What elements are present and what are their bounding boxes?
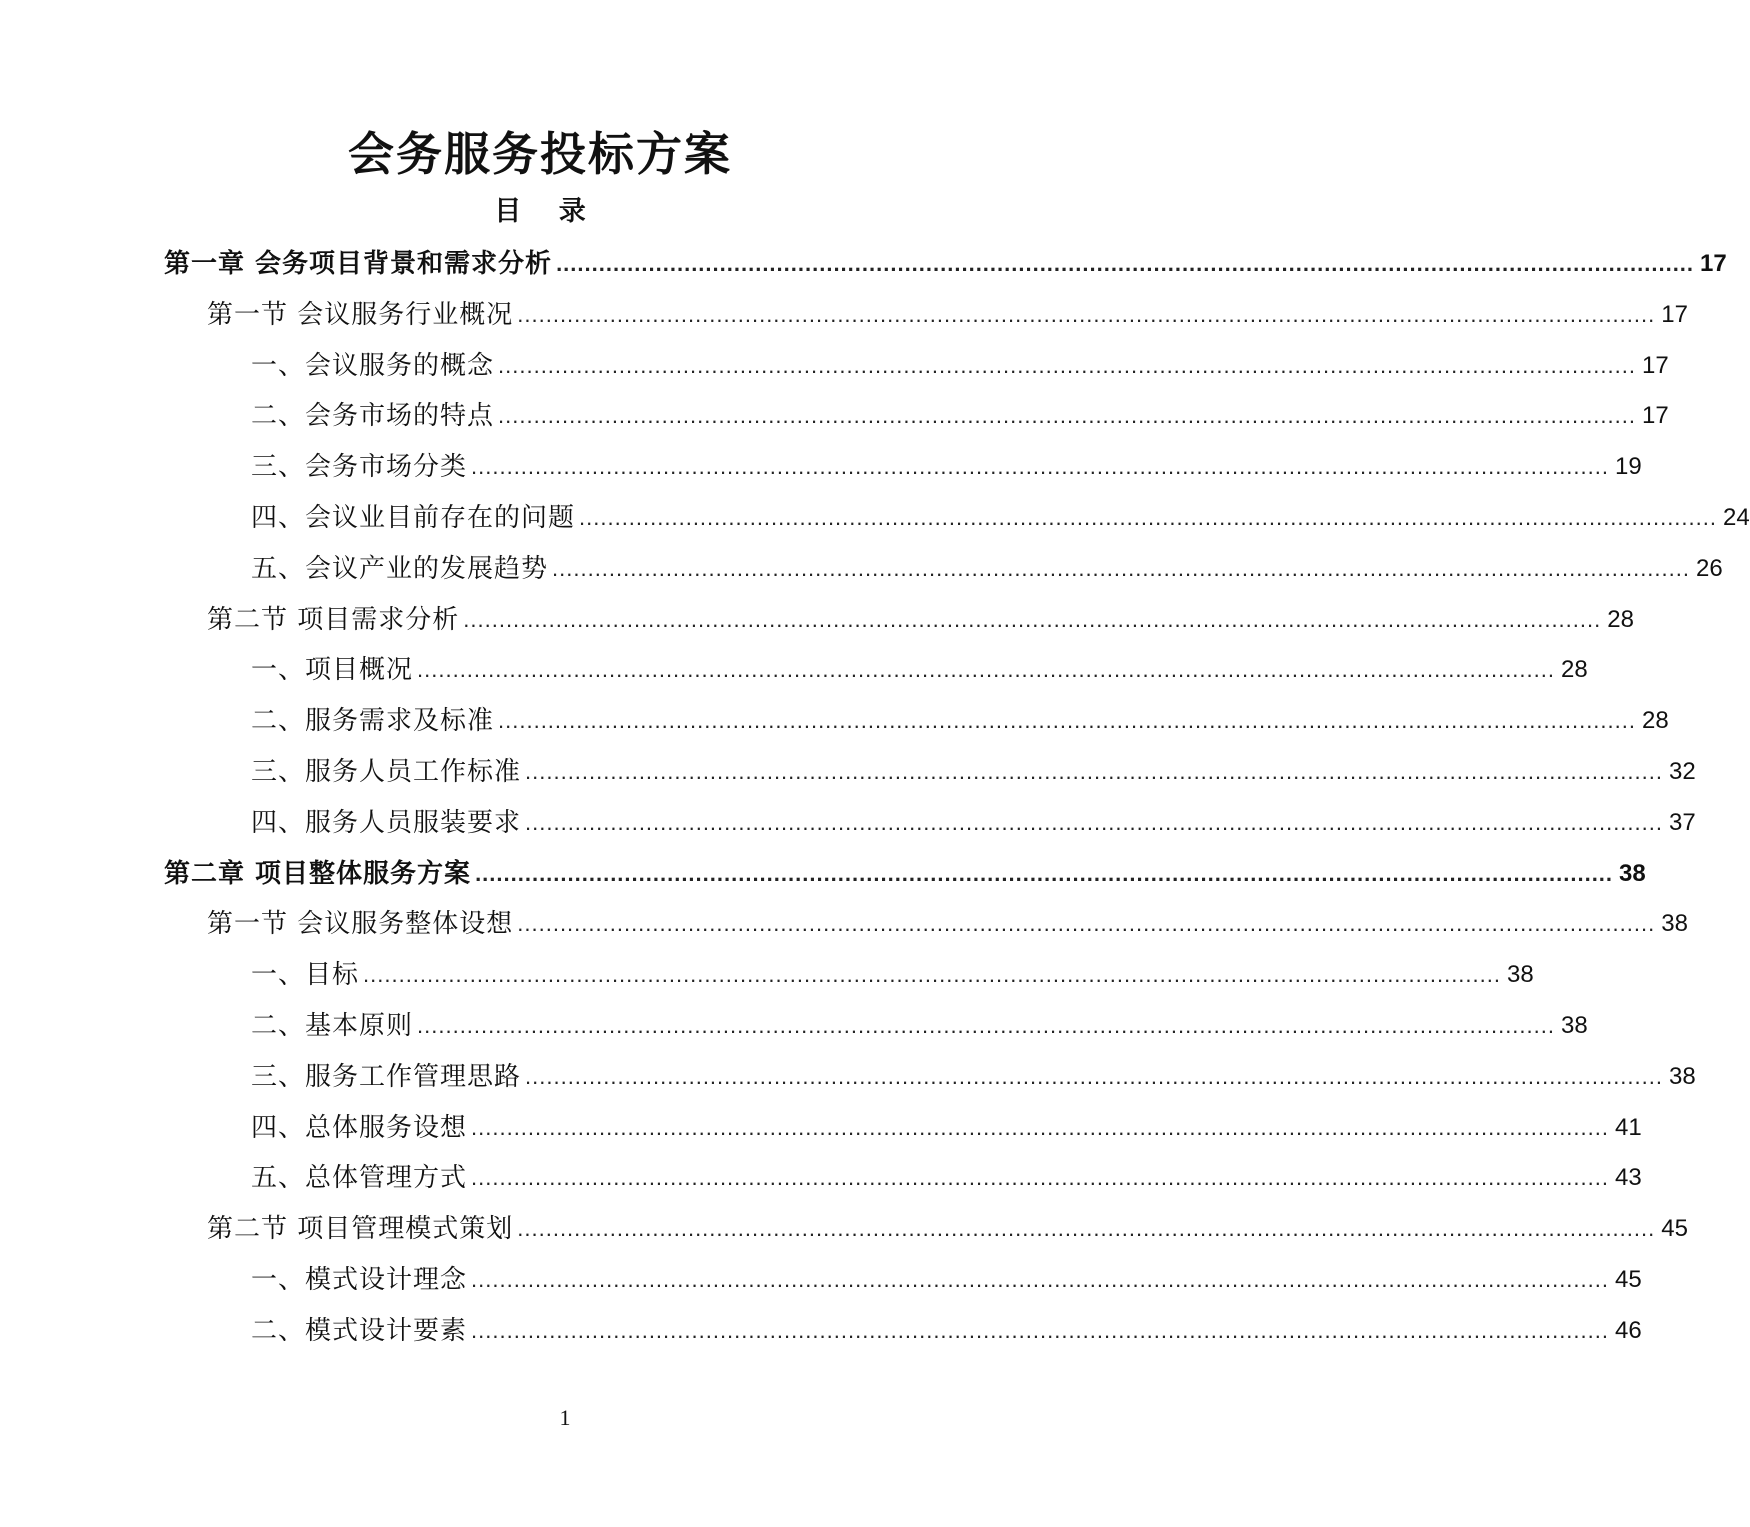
toc-entry[interactable] [251, 1052, 1696, 1102]
toc-entry-page: 17 [1661, 300, 1688, 328]
toc-entry-label: 四、总体服务设想 [251, 1112, 468, 1143]
toc-leader-dots: ................................................................................................................................................................ [517, 911, 1656, 937]
toc-entry-page: 41 [1614, 1113, 1642, 1141]
toc-entry-label: 四、服务人员服装要求 [251, 807, 522, 838]
toc-leader-dots: ................................................................................................................................................................ [498, 403, 1636, 429]
toc-entry-label: 五、总体管理方式 [251, 1163, 468, 1194]
toc-entry-label: 第一章 会务项目背景和需求分析 [164, 249, 553, 279]
toc-entry-label: 第一节 会议服务行业概况 [207, 299, 514, 330]
toc-entry[interactable] [164, 239, 1727, 289]
toc-entry[interactable] [251, 442, 1642, 492]
toc-entry-label: 第一节 会议服务整体设想 [207, 909, 514, 940]
toc-entry-label: 第二章 项目整体服务方案 [164, 858, 472, 889]
toc-leader-dots: ................................................................................................................................................................ [471, 1267, 1609, 1292]
toc-entry-label: 三、服务人员工作标准 [251, 757, 522, 787]
toc-entry-page: 38 [1619, 859, 1646, 887]
toc-entry-page: 28 [1560, 656, 1588, 684]
toc-entry[interactable] [251, 798, 1696, 848]
toc-entry-page: 17 [1641, 402, 1669, 430]
toc-entry[interactable] [251, 544, 1723, 594]
toc-leader-dots: ................................................................................................................................................................ [417, 657, 1555, 683]
toc-entry[interactable] [251, 341, 1669, 391]
toc-entry[interactable] [251, 1255, 1642, 1305]
toc-entry-page: 43 [1614, 1164, 1642, 1192]
toc-entry-page: 28 [1607, 605, 1634, 633]
toc-leader-dots: ................................................................................................................................................................ [552, 555, 1690, 581]
toc-entry[interactable] [207, 1204, 1688, 1254]
toc-heading: 目 录 [494, 196, 600, 227]
toc-entry[interactable] [251, 493, 1750, 543]
toc-entry-page: 38 [1661, 910, 1688, 938]
toc-leader-dots: ................................................................................................................................................................ [471, 1114, 1609, 1140]
toc-leader-dots: ................................................................................................................................................................ [525, 1063, 1663, 1089]
toc-entry-page: 38 [1506, 961, 1534, 989]
toc-leader-dots: ................................................................................................................................................................ [463, 606, 1602, 632]
toc-leader-dots: ................................................................................................................................................................ [517, 301, 1656, 327]
toc-entry[interactable] [207, 899, 1688, 949]
toc-leader-dots: ................................................................................................................................................................ [417, 1013, 1555, 1038]
toc-entry[interactable] [251, 747, 1696, 797]
toc-entry-label: 一、目标 [251, 960, 360, 991]
toc-entry-page: 45 [1614, 1266, 1642, 1293]
toc-leader-dots: ................................................................................................................................................................ [525, 809, 1663, 835]
toc-entry-label: 三、会务市场分类 [251, 452, 468, 483]
toc-entry-page: 32 [1668, 758, 1696, 785]
toc-entry-label: 二、模式设计要素 [251, 1315, 468, 1346]
toc-entry-page: 17 [1641, 351, 1669, 379]
toc-entry-label: 四、会议业目前存在的问题 [251, 503, 576, 533]
toc-entry-page: 28 [1641, 707, 1669, 735]
toc-entry[interactable] [251, 1153, 1642, 1203]
toc-entry-page: 45 [1661, 1215, 1688, 1243]
toc-entry-label: 第二节 项目需求分析 [207, 604, 460, 635]
toc-entry-label: 一、会议服务的概念 [251, 350, 495, 381]
toc-leader-dots: ................................................................................................................................................................ [579, 505, 1717, 530]
toc-entry[interactable] [251, 950, 1534, 1000]
toc-entry[interactable] [207, 290, 1688, 340]
toc-entry-label: 一、项目概况 [251, 655, 414, 686]
toc-leader-dots: ................................................................................................................................................................ [471, 454, 1609, 480]
toc-entry[interactable] [164, 849, 1646, 899]
toc-entry[interactable] [251, 1306, 1642, 1356]
toc-leader-dots: ................................................................................................................................................................ [363, 962, 1501, 988]
toc-leader-dots: ................................................................................................................................................................ [525, 759, 1663, 784]
toc-entry-page: 37 [1668, 808, 1696, 836]
page-number: 1 [559, 1405, 571, 1430]
toc-leader-dots: ................................................................................................................................................................ [556, 251, 1695, 276]
toc-entry[interactable] [251, 1103, 1642, 1153]
document-title: 会务服务投标方案 [348, 127, 732, 181]
toc-leader-dots: ................................................................................................................................................................ [471, 1165, 1609, 1191]
toc-entry[interactable] [251, 645, 1588, 695]
toc-entry-page: 38 [1668, 1062, 1696, 1090]
toc-leader-dots: ................................................................................................................................................................ [475, 860, 1614, 886]
toc-entry-label: 二、会务市场的特点 [251, 401, 495, 432]
toc-entry-label: 第二节 项目管理模式策划 [207, 1214, 514, 1245]
toc-entry-page: 17 [1700, 250, 1727, 277]
toc-entry[interactable] [251, 391, 1669, 441]
toc-entry[interactable] [207, 595, 1634, 645]
toc-leader-dots: ................................................................................................................................................................ [498, 708, 1636, 734]
toc-entry-label: 五、会议产业的发展趋势 [251, 553, 549, 584]
toc-leader-dots: ................................................................................................................................................................ [517, 1216, 1656, 1242]
toc-entry-label: 一、模式设计理念 [251, 1265, 468, 1295]
toc-entry-page: 46 [1614, 1316, 1642, 1344]
toc-entry[interactable] [251, 1001, 1588, 1051]
toc-entry-page: 24 [1722, 504, 1750, 531]
toc-entry-page: 26 [1695, 554, 1723, 582]
toc-entry-page: 19 [1614, 453, 1642, 481]
toc-entry-label: 二、基本原则 [251, 1011, 414, 1041]
toc-entry-label: 二、服务需求及标准 [251, 706, 495, 737]
toc-entry-label: 三、服务工作管理思路 [251, 1061, 522, 1092]
toc-entry[interactable] [251, 696, 1669, 746]
toc-leader-dots: ................................................................................................................................................................ [471, 1317, 1609, 1343]
toc-entry-page: 38 [1560, 1012, 1588, 1039]
toc-leader-dots: ................................................................................................................................................................ [498, 352, 1636, 378]
